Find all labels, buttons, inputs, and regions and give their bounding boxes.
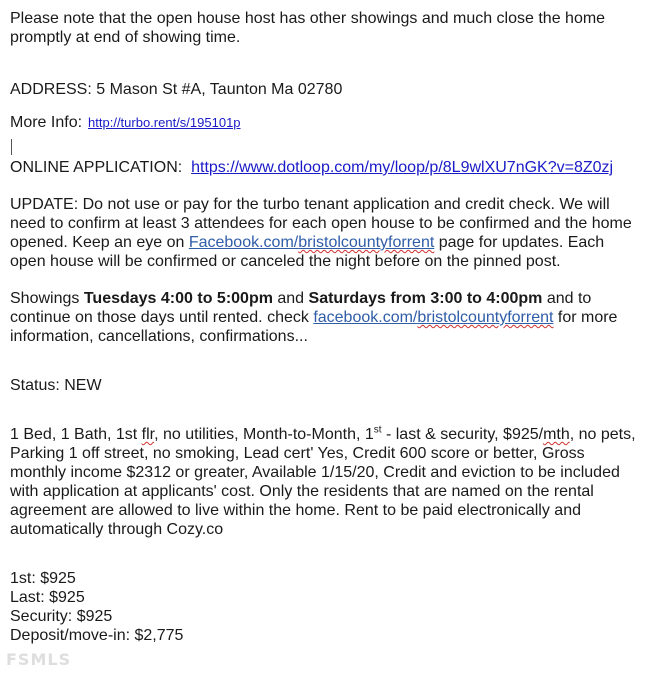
details-flr: flr — [141, 426, 155, 443]
watermark: FSMLS — [6, 650, 72, 669]
cost-last: Last: $925 — [10, 589, 85, 606]
document-body — [10, 9, 640, 645]
cost-security: Security: $925 — [10, 608, 113, 625]
cost-deposit: Deposit/move-in: $2,775 — [10, 627, 184, 644]
showings-text-b: for more information, cancellations, confirmations... — [10, 309, 618, 345]
more-info-line — [10, 113, 640, 132]
online-application-line — [10, 158, 640, 177]
online-application-label: ONLINE APPLICATION: — [10, 159, 183, 176]
address-value: 5 Mason St #A, Taunton Ma 02780 — [96, 81, 343, 98]
showings-link-path: bristolcountyforrent — [417, 309, 554, 326]
update-link-path: bristolcountyforrent — [298, 234, 435, 251]
showings-tuesdays: Tuesdays 4:00 to 5:00pm — [83, 290, 273, 307]
notice-line-2: promptly at end of showing time. — [10, 29, 241, 46]
more-info-link[interactable]: http://turbo.rent/s/195101p — [88, 115, 241, 130]
update-link-domain: Facebook.com/ — [188, 234, 299, 251]
notice-paragraph — [10, 9, 640, 47]
showings-paragraph — [10, 289, 640, 346]
details-part-2: , no utilities, Month-to-Month, 1 — [154, 426, 374, 443]
costs-list — [10, 569, 640, 645]
details-mth: mth — [543, 426, 570, 443]
showings-prefix: Showings — [10, 290, 84, 307]
details-paragraph — [10, 425, 640, 539]
details-part-3: - last & security, $925/ — [381, 426, 544, 443]
showings-and: and — [272, 290, 309, 307]
update-text-b: page for updates. Each open house will be confirmed or canceled the night before on the pinned post. — [10, 234, 605, 270]
showings-saturdays: Saturdays from 3:00 to 4:00pm — [308, 290, 543, 307]
update-text-a: UPDATE: Do not use or pay for the turbo tenant application and credit check. We will need to confirm at least 3 attendees for each open house to be confirmed and the home opened. Keep an eye on — [10, 196, 632, 251]
details-part-1: 1 Bed, 1 Bath, 1st — [10, 426, 142, 443]
online-application-link[interactable]: https://www.dotloop.com/my/loop/p/8L9wlXU7nGK?v=8Z0zj — [191, 159, 614, 176]
details-superscript: st — [373, 424, 382, 436]
update-paragraph — [10, 195, 640, 271]
cost-first: 1st: $925 — [10, 570, 76, 587]
status-line: Status: NEW — [10, 377, 102, 394]
text-cursor — [11, 139, 12, 155]
details-part-4: , no pets, Parking 1 off street, no smoking, Lead cert' Yes, Credit 600 score or better, Gross monthly income $2312 or greater, Available 1/15/20, Credit and eviction to be included with application at applicants' cost. Only the residents that are named on the rental agreement are allowed to live within the home. Rent to be paid electronically and automatically through Cozy.co — [10, 426, 636, 538]
address-label: ADDRESS: — [10, 81, 92, 98]
showings-link-domain: facebook.com/ — [313, 309, 418, 326]
showings-text-a: and to continue on those days until rented. check — [10, 290, 592, 326]
update-facebook-link[interactable] — [189, 234, 434, 251]
address-line — [10, 80, 640, 99]
showings-facebook-link[interactable] — [313, 309, 553, 326]
notice-line-1: Please note that the open house host has other showings and much close the home — [10, 10, 606, 27]
more-info-label: More Info: — [10, 114, 83, 131]
